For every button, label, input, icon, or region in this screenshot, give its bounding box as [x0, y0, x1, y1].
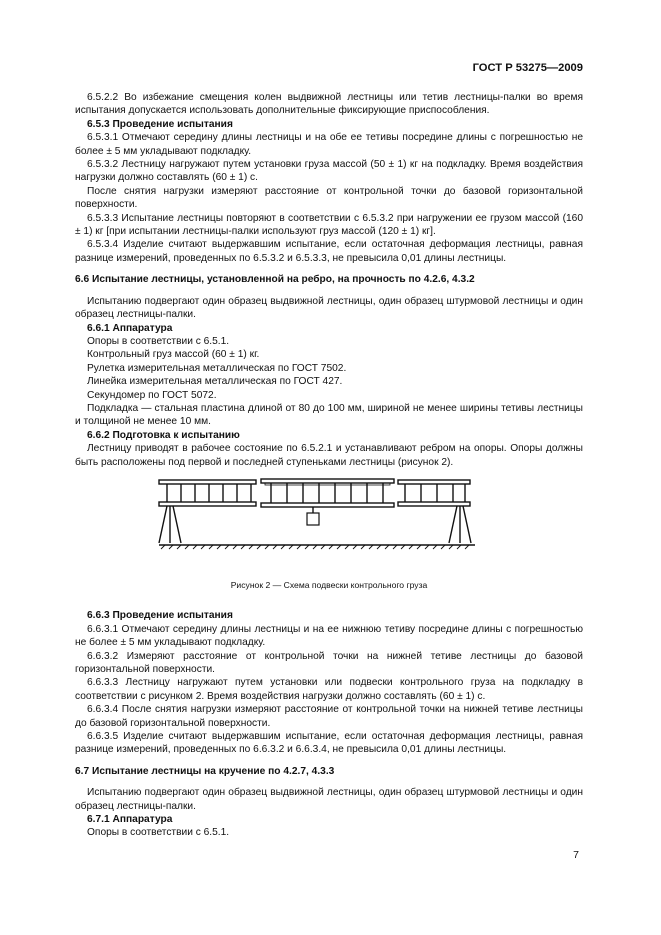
document-body [75, 91, 583, 840]
paragraph-6-5-3-3: 6.5.3.3 Испытание лестницы повторяют в соответствии с 6.5.3.2 при нагружении ее грузом массой (160 ± 1) кг [при испытании лестницы-палки используют груз массой (120 ± 1) кг]. [75, 212, 583, 238]
heading-6-6-2: 6.6.2 Подготовка к испытанию [87, 429, 240, 441]
figure-2-caption: Рисунок 2 — Схема подвески контрольного груза [230, 579, 428, 590]
paragraph-6-6-samples: Испытанию подвергают один образец выдвижной лестницы, один образец штурмовой лестницы и один образец лестницы-палки. [75, 295, 583, 321]
section-6-7-title: 6.7 Испытание лестницы на кручение по 4.2.7, 4.3.3 [75, 765, 335, 777]
paragraph-6-6-3-3: 6.6.3.3 Лестницу нагружают путем установки или подвески контрольного груза на подкладку в соответствии с рисунком 2. Время воздействия нагрузки должно составлять (60 ± 1) с. [75, 677, 583, 702]
apparatus-stopwatch: Секундомер по ГОСТ 5072. [87, 389, 217, 401]
heading-6-7-1: 6.7.1 Аппаратура [87, 814, 173, 826]
heading-6-6-1: 6.6.1 Аппаратура [87, 322, 173, 334]
section-6-6-title: 6.6 Испытание лестницы, установленной на ребро, на прочность по 4.2.6, 4.3.2 [75, 274, 475, 286]
apparatus-supports-6-7: Опоры в соответствии с 6.5.1. [87, 827, 230, 839]
paragraph-6-7-samples: Испытанию подвергают один образец выдвижной лестницы, один образец штурмовой лестницы и один образец лестницы-палки. [75, 787, 583, 812]
control-weight [307, 507, 319, 525]
paragraph-6-6-2: Лестницу приводят в рабочее состояние по 6.5.2.1 и устанавливают ребром на опоры. Опоры должны быть расположены под первой и последней ступеньками лестницы (рисунок 2). [75, 443, 583, 468]
apparatus-tape: Рулетка измерительная металлическая по ГОСТ 7502. [87, 362, 347, 374]
figure-2-ladder-diagram [75, 475, 583, 571]
ladder-load-diagram [75, 475, 583, 571]
paragraph-6-5-2-2: 6.5.2.2 Во избежание смещения колен выдвижной лестницы или тетив лестницы-палки во время испытания допускается использовать дополнительные фиксирующие приспособления. [75, 92, 583, 117]
ladder-section-right [398, 480, 470, 506]
standard-header: ГОСТ Р 53275—2009 [472, 62, 583, 74]
paragraph-6-6-3-4: 6.6.3.4 После снятия нагрузки измеряют расстояние от контрольной точки на нижней тетиве лестницы до базовой горизонтальной поверхности. [75, 704, 583, 729]
paragraph-6-5-3-4: 6.5.3.4 Изделие считают выдержавшим испытание, если остаточная деформация лестницы, равная разнице измерений, проведенных по 6.5.3.2 и 6.5.3.3, не превысила 0,01 длины лестницы. [75, 239, 583, 264]
base-surface [159, 545, 475, 549]
apparatus-plate: Подкладка — стальная пластина длиной от 80 до 100 мм, шириной не менее ширины тетивы лестницы и толщиной не менее 10 мм. [75, 402, 583, 428]
heading-6-5-3: 6.5.3 Проведение испытания [87, 118, 233, 130]
paragraph-6-5-3-2: 6.5.3.2 Лестницу нагружают путем установки груза массой (50 ± 1) кг на подкладку. Время воздействия нагрузки должно составлять (60 ± 1) с. [75, 159, 583, 184]
paragraph-6-6-3-5: 6.6.3.5 Изделие считают выдержавшим испытание, если остаточная деформация лестницы, равная разнице измерений, проведенных по 6.6.3.2 и 6.6.3.4, не превысила 0,01 длины лестницы. [75, 731, 583, 756]
support-left [159, 506, 181, 543]
apparatus-supports: Опоры в соответствии с 6.5.1. [87, 335, 230, 347]
ladder-section-middle [261, 479, 394, 507]
paragraph-6-5-3-1: 6.5.3.1 Отмечают середину длины лестницы и на обе ее тетивы посредине длины с погрешностью не более ± 5 мм укладывают подкладку. [75, 132, 583, 157]
ladder-section-left [159, 480, 256, 506]
apparatus-weight: Контрольный груз массой (60 ± 1) кг. [87, 349, 260, 361]
heading-6-6-3: 6.6.3 Проведение испытания [87, 610, 233, 622]
paragraph-6-6-3-2: 6.6.3.2 Измеряют расстояние от контрольной точки на нижней тетиве лестницы до базовой горизонтальной поверхности. [75, 650, 583, 675]
apparatus-ruler: Линейка измерительная металлическая по ГОСТ 427. [87, 376, 343, 388]
support-right [449, 506, 471, 543]
paragraph-6-6-3-1: 6.6.3.1 Отмечают середину длины лестницы и на ее нижнюю тетиву посредине длины с погрешностью не более ± 5 мм укладывают подкладку. [75, 623, 583, 649]
page-number: 7 [573, 849, 579, 861]
paragraph-after-unloading: После снятия нагрузки измеряют расстояние от контрольной точки до базовой горизонтальной поверхности. [75, 185, 583, 211]
